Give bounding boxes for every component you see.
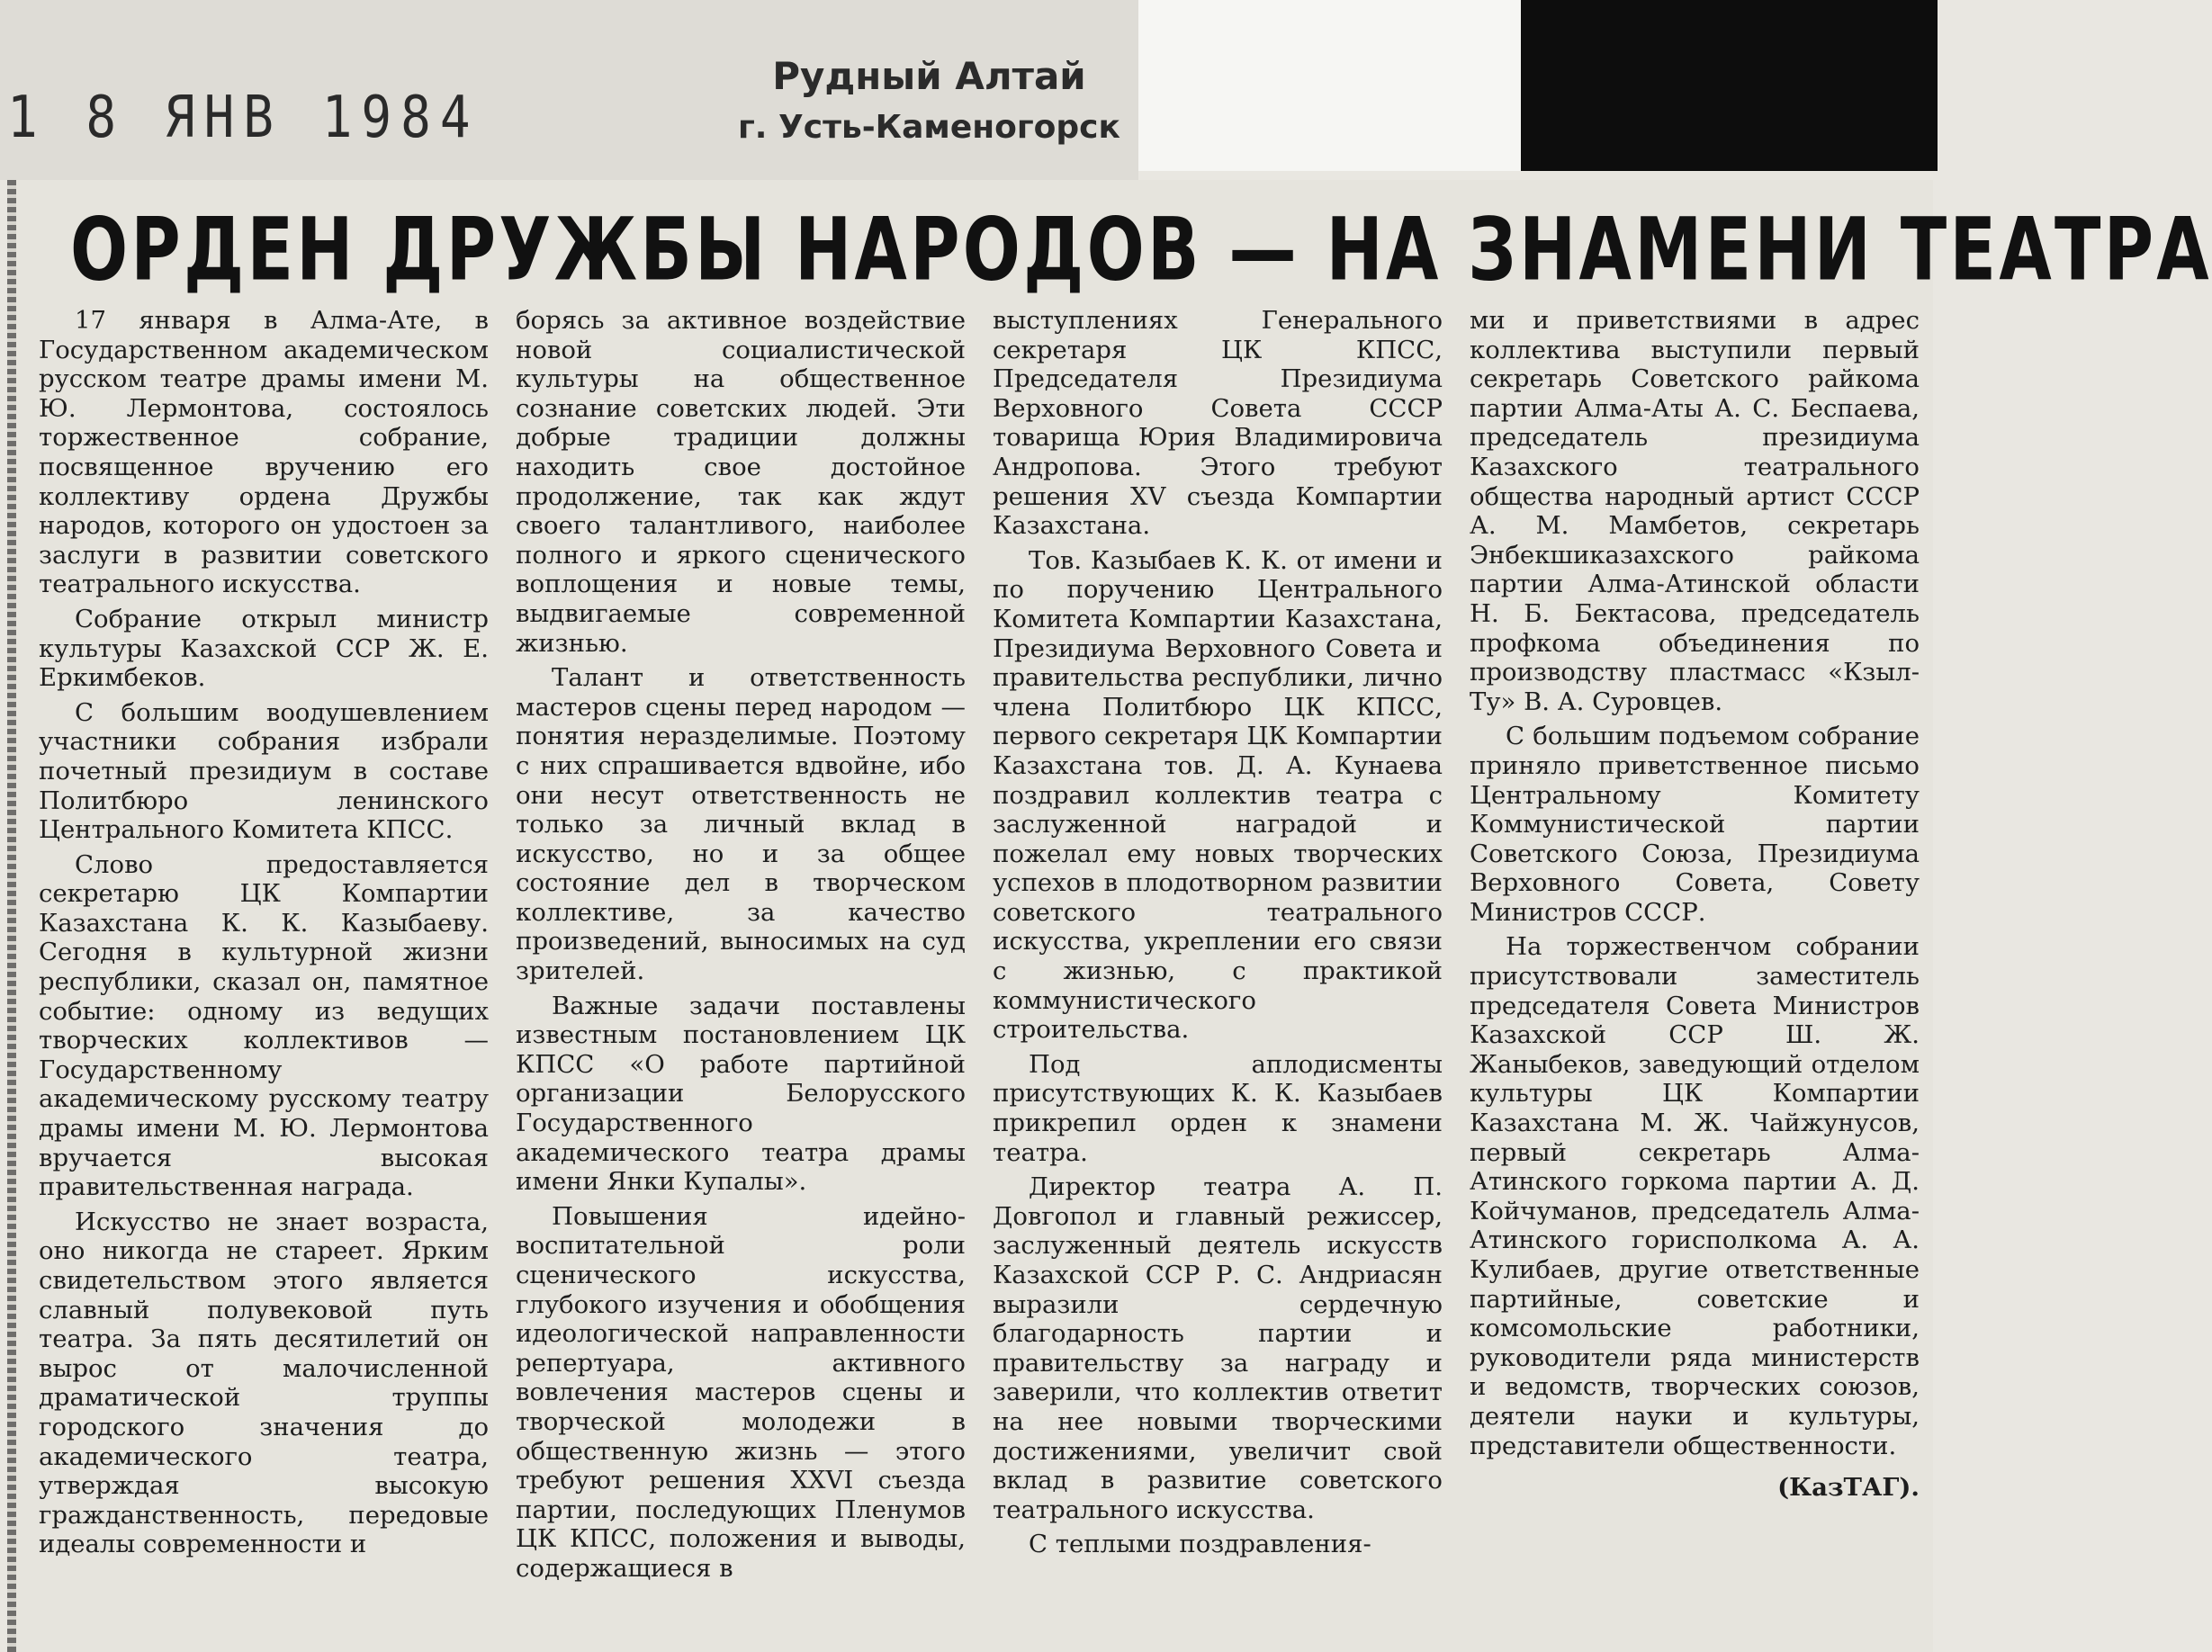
clipping-stamp-area xyxy=(0,0,1138,180)
article-column-4 xyxy=(1470,306,1920,1647)
paragraph: Под аплодисменты присутствующих К. К. Казыбаев прикрепил орден к знамени театра. xyxy=(993,1049,1443,1167)
newspaper-source-stamp xyxy=(738,54,1120,146)
scan-background-dark xyxy=(1521,0,1938,171)
paragraph: Важные задачи поставлены известным постановлением ЦК КПСС «О работе партийной организации Белорусского Государственного академического театра драмы имени Янки Купалы». xyxy=(516,991,966,1197)
paragraph: Тов. Казыбаев К. К. от имени и по поручению Центрального Комитета Компартии Казахстана, Президиума Верховного Совета и правительства республики, лично члена Политбюро ЦК КПСС, первого секретаря ЦК Компартии Казахстана тов. Д. А. Кунаева поздравил коллектив театра с заслуженной наградой и пожелал ему новых творческих успехов в плодотворном развитии советского театрального искусства, укреплении его связи с жизнью, с практикой коммунистического строительства. xyxy=(993,545,1443,1045)
scan-background-light xyxy=(1138,0,1525,171)
paragraph: Талант и ответственность мастеров сцены перед народом — понятия неразделимые. Поэтому с них спрашивается вдвойне, ибо они несут ответственность не только за личный вклад в искусство, но и за общее состояние дел в творческом коллективе, за качество произведений, выносимых на суд зрителей. xyxy=(516,663,966,986)
paragraph: 17 января в Алма-Ате, в Государственном академическом русском театре драмы имени М. Ю. Лермонтова, состоялось торжественное собрание, посвященное вручению его коллективу ордена Дружбы народов, которого он удостоен за заслуги в развитии советского театрального искусства. xyxy=(39,306,489,599)
paragraph: борясь за активное воздействие новой социалистической культуры на общественное сознание советских людей. Эти добрые традиции должны находить свое достойное продолжение, так как ждут своего талантливого, наиболее полного и яркого сценического воплощения и новые темы, выдвигаемые современной жизнью. xyxy=(516,306,966,658)
paragraph: Директор театра А. П. Довгопол и главный режиссер, заслуженный деятель искусств Казахской ССР Р. С. Андриасян выразили сердечную благодарность партии и правительству за награду и заверили, что коллектив ответит на нее новыми творческими достижениями, увеличит свой вклад в развитие советского театрального искусства. xyxy=(993,1172,1443,1524)
paragraph: выступлениях Генерального секретаря ЦК КПСС, Председателя Президиума Верховного Совета СССР товарища Юрия Владимировича Андропова. Этого требуют решения XV съезда Компартии Казахстана. xyxy=(993,306,1443,541)
paragraph: Повышения идейно-воспитательной роли сценического искусства, глубокого изучения и обобщения идеологической направленности репертуара, активного вовлечения мастеров сцены и творческой молодежи в общественную жизнь — этого требуют решения XXVI съезда партии, последующих Пленумов ЦК КПСС, положения и выводы, содержащиеся в xyxy=(516,1201,966,1583)
article-column-3 xyxy=(993,306,1443,1647)
torn-edge xyxy=(7,180,16,1652)
paragraph: ми и приветствиями в адрес коллектива выступили первый секретарь Советского райкома партии Алма-Аты А. С. Беспаева, председатель президиума Казахского театрального общества народный артист СССР А. М. Мамбетов, секретарь Энбекшиказахского райкома партии Алма-Атинской области Н. Б. Бектасова, председатель профкома объединения по производству пластмасс «Кзыл-Ту» В. А. Суровцев. xyxy=(1470,306,1920,716)
paragraph: С теплыми поздравления- xyxy=(1029,1530,1371,1559)
paragraph: Слово предоставляется секретарю ЦК Компартии Казахстана К. К. Казыбаеву. Сегодня в культурной жизни республики, сказал он, памятное событие: одному из ведущих творческих коллективов — Государственному академическому русскому театру драмы имени М. Ю. Лермонтова вручается высокая правительственная награда. xyxy=(39,849,489,1202)
agency-signature: (КазТАГ). xyxy=(1777,1473,1920,1503)
article-headline: ОРДЕН ДРУЖБЫ НАРОДОВ — НА ЗНАМЕНИ ТЕАТРА xyxy=(70,199,2212,301)
paragraph: Искусство не знает возраста, оно никогда не стареет. Ярким свидетельством этого является славный полувековой путь театра. За пять десятилетий он вырос от малочисленной драматической труппы городского значения до академического театра, утверждая высокую гражданственность, передовые идеалы современности и xyxy=(39,1207,489,1559)
article-column-2 xyxy=(516,306,966,1647)
newspaper-city: г. Усть-Каменогорск xyxy=(738,109,1120,146)
date-stamp: 1 8 ЯНВ 1984 xyxy=(7,84,480,151)
paragraph: На торжественчом собрании присутствовали заместитель председателя Совета Министров Казахской ССР Ш. Ж. Жаныбеков, заведующий отделом культуры ЦК Компартии Казахстана М. Ж. Чайжунусов, первый секретарь Алма-Атинского горкома партии А. Д. Койчуманов, председатель Алма-Атинского горисполкома А. А. Кулибаев, другие ответственные партийные, советские и комсомольские работники, руководители ряда министерств и ведомств, творческих союзов, деятели науки и культуры, представители общественности. xyxy=(1470,932,1920,1460)
article-column-1 xyxy=(39,306,489,1647)
paragraph: С большим подъемом собрание приняло приветственное письмо Центральному Комитету Коммунистической партии Советского Союза, Президиума Верховного Совета, Совету Министров СССР. xyxy=(1470,722,1920,927)
newspaper-clipping xyxy=(7,180,2212,1652)
paragraph: С большим воодушевлением участники собрания избрали почетный президиум в составе Политбюро ленинского Центрального Комитета КПСС. xyxy=(39,697,489,845)
newspaper-name: Рудный Алтай xyxy=(772,54,1086,98)
paragraph: Собрание открыл министр культуры Казахской ССР Ж. Е. Еркимбеков. xyxy=(39,604,489,693)
